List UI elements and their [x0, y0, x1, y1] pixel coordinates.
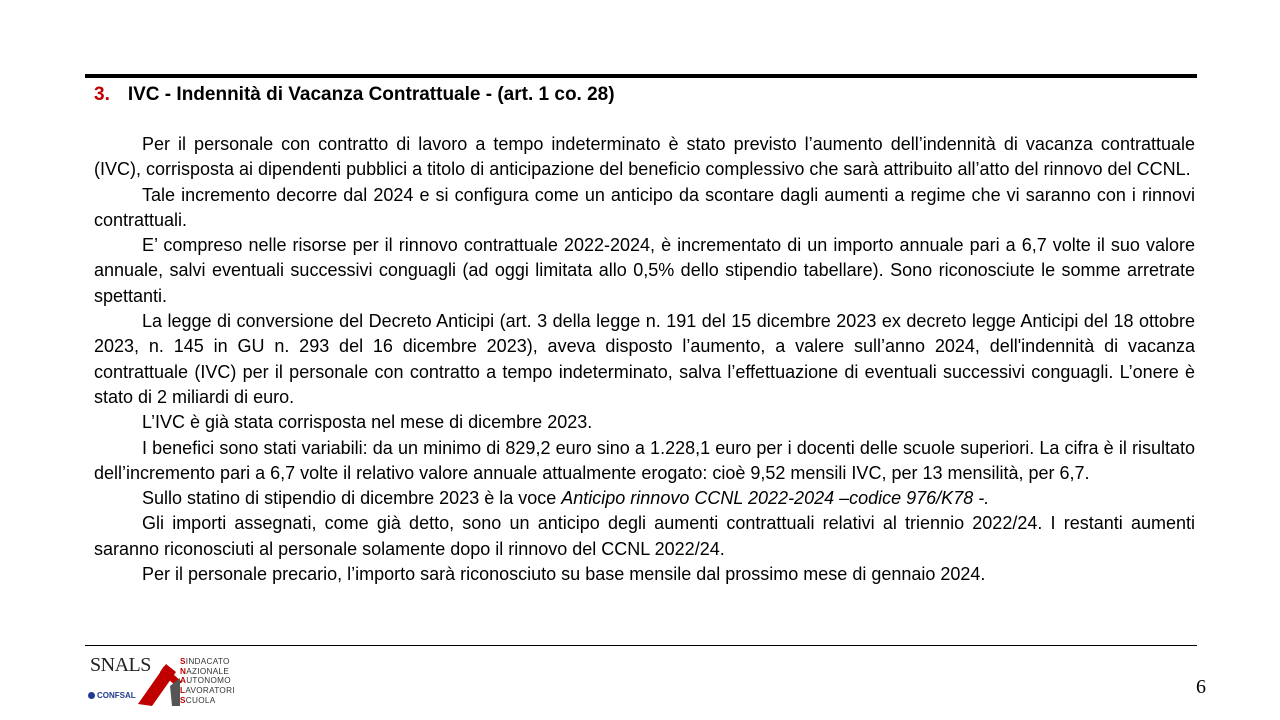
paragraph-statino — [94, 486, 1195, 511]
bottom-rule — [85, 645, 1197, 646]
logo-line: SCUOLA — [180, 695, 216, 705]
section-heading — [94, 84, 615, 106]
section-number: 3. — [94, 84, 110, 105]
confsal-label: CONFSAL — [88, 691, 136, 700]
paragraph: Per il personale precario, l’importo sarà riconosciuto su base mensile dal prossimo mese di gennaio 2024. — [142, 564, 986, 585]
statino-code: Anticipo rinnovo CCNL 2022-2024 –codice 976/K78 -. — [561, 488, 990, 509]
statino-text: Sullo statino di stipendio di dicembre 2023 è la voce — [142, 488, 562, 509]
logo-brand: SNALS — [90, 654, 151, 676]
logo-line: NAZIONALE — [180, 666, 230, 676]
snals-logo — [84, 654, 244, 710]
section-title: IVC - Indennità di Vacanza Contrattuale - (art. 1 co. 28) — [127, 84, 615, 105]
paragraph: La legge di conversione del Decreto Anticipi (art. 3 della legge n. 191 del 15 dicembre 2023 ex decreto legge Anticipi del 18 ottobre 2023, n. 145 in GU n. 293 del 16 dicembre 2023), aveva disposto l’aumento, a valere sull’anno 2024, dell'indennità di vacanza contrattuale (IVC) per il personale con contratto a tempo indeterminato, salva l’effettuazione di eventuali successivi conguagli. L’onere è stato di 2 miliardi di euro. — [94, 311, 1195, 407]
confsal-dot-icon — [88, 692, 95, 699]
paragraph: I benefici sono stati variabili: da un minimo di 829,2 euro sino a 1.228,1 euro per i docenti delle scuole superiori. La cifra è il risultato dell’incremento pari a 6,7 volte il relativo valore annuale attualmente erogato: cioè 9,52 mensili IVC, per 13 mensilità, per 6,7. — [94, 437, 1195, 483]
logo-text — [180, 657, 235, 706]
body-text — [94, 132, 1195, 587]
paragraph: E’ compreso nelle risorse per il rinnovo contrattuale 2022-2024, è incrementato di un importo annuale pari a 6,7 volte il suo valore annuale, salvi eventuali successivi conguagli (ad oggi limitata allo 0,5% dello stipendio tabellare). Sono riconosciute le somme arretrate spettanti. — [94, 235, 1195, 306]
logo-line: AUTONOMO — [180, 676, 231, 686]
paragraph: L’IVC è già stata corrisposta nel mese di dicembre 2023. — [142, 412, 593, 433]
page-number: 6 — [1196, 676, 1206, 698]
logo-line: SINDACATO — [180, 657, 230, 666]
logo-mark-icon — [136, 656, 186, 708]
paragraph: Tale incremento decorre dal 2024 e si configura come un anticipo da scontare dagli aumenti a regime che vi saranno con i rinnovi contrattuali. — [94, 184, 1195, 230]
logo-line: LAVORATORI — [180, 686, 235, 696]
paragraph: Gli importi assegnati, come già detto, sono un anticipo degli aumenti contrattuali relativi al triennio 2022/24. I restanti aumenti saranno riconosciuti al personale solamente dopo il rinnovo del CCNL 2022/24. — [94, 513, 1195, 559]
top-rule — [85, 74, 1197, 78]
paragraph: Per il personale con contratto di lavoro a tempo indeterminato è stato previsto l’aumento dell’indennità di vacanza contrattuale (IVC), corrisposta ai dipendenti pubblici a titolo di anticipazione del beneficio complessivo che sarà attribuito all’atto del rinnovo del CCNL. — [94, 134, 1195, 180]
